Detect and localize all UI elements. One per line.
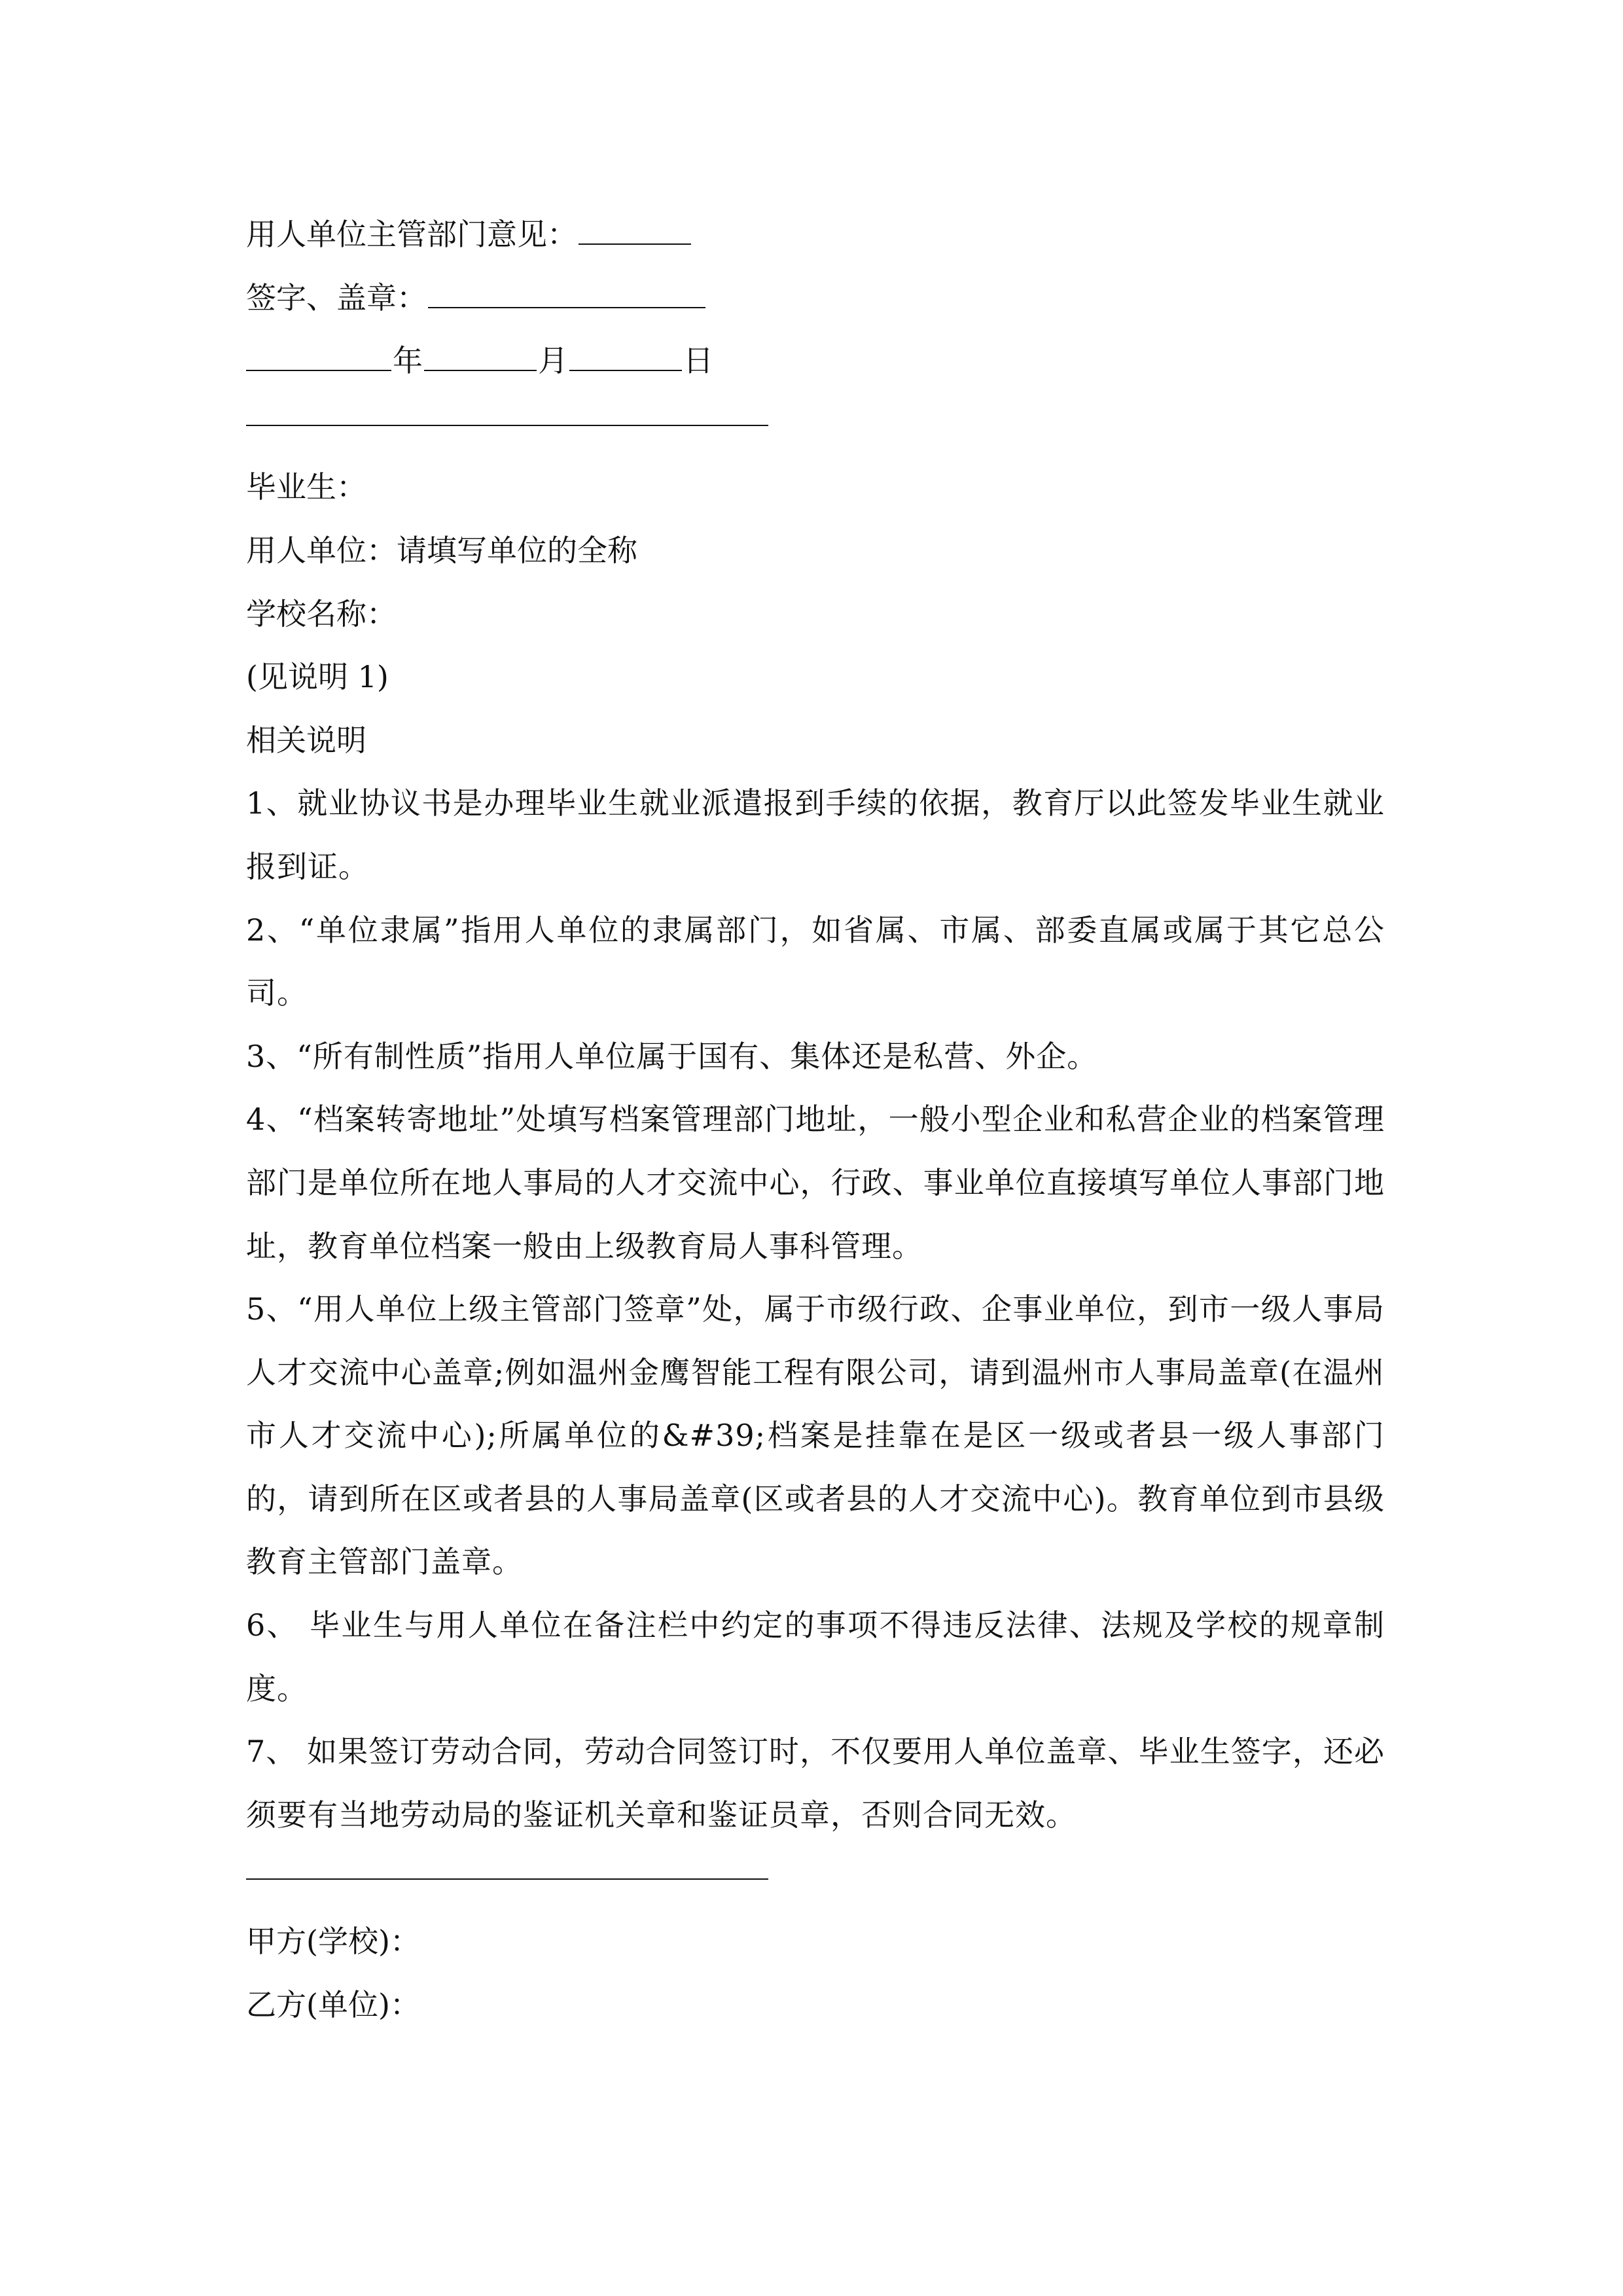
graduate-line: [246, 456, 1385, 519]
day-label: 日: [683, 343, 713, 379]
party-a-line: [246, 1910, 1385, 1973]
note-item-1: 1、就业协议书是办理毕业生就业派遣报到手续的依据，教育厅以此签发毕业生就业报到证。: [246, 785, 1385, 884]
section-separator-1: [246, 393, 1385, 456]
section-separator-2: [246, 1846, 1385, 1910]
year-label: 年: [393, 343, 423, 379]
date-line: [246, 329, 1385, 393]
school-label: 学校名称：: [246, 596, 397, 632]
note-item-2: 2、“单位隶属”指用人单位的隶属部门，如省属、市属、部委直属或属于其它总公司。: [246, 912, 1385, 1011]
employer-line: [246, 519, 1385, 583]
day-blank[interactable]: [569, 341, 682, 371]
graduate-label: 毕业生：: [246, 469, 366, 505]
dept-opinion-blank[interactable]: [579, 215, 691, 245]
see-note: (见说明 1): [246, 659, 389, 695]
note-item-5: 5、“用人单位上级主管部门签章”处，属于市级行政、企事业单位，到市一级人事局人才交流中心盖章;例如温州金鹰智能工程有限公司，请到温州市人事局盖章(在温州市人才交流中心);所属单位的&#39;档案是挂靠在是区一级或者县一级人事部门的，请到所在区或者县的人事局盖章(区或者县的人才交流中心)。教育单位到市县级教育主管部门盖章。: [246, 1291, 1385, 1580]
employer-label: 用人单位：请填写单位的全称: [246, 532, 637, 568]
school-line: [246, 583, 1385, 646]
year-blank[interactable]: [246, 341, 391, 371]
document-page: [246, 203, 1385, 2036]
note-item-3: 3、“所有制性质”指用人单位属于国有、集体还是私营、外企。: [246, 1038, 1098, 1074]
notes-heading: [246, 709, 1385, 772]
month-label: 月: [538, 343, 568, 379]
note-item-7: 7、 如果签订劳动合同，劳动合同签订时，不仅要用人单位盖章、毕业生签字，还必须要有当地劳动局的鉴证机关章和鉴证员章，否则合同无效。: [246, 1734, 1385, 1833]
notes-heading-text: 相关说明: [246, 722, 366, 758]
month-blank[interactable]: [424, 341, 537, 371]
dept-opinion-label: 用人单位主管部门意见：: [246, 217, 577, 252]
note-item-4: 4、“档案转寄地址”处填写档案管理部门地址，一般小型企业和私营企业的档案管理部门是单位所在地人事局的人才交流中心，行政、事业单位直接填写单位人事部门地址，教育单位档案一般由上级教育局人事科管理。: [246, 1102, 1385, 1264]
sign-stamp-label: 签字、盖章：: [246, 279, 427, 315]
party-b-label: 乙方(单位)：: [246, 1986, 420, 2022]
party-a-label: 甲方(学校)：: [246, 1924, 420, 1960]
separator-line: [246, 425, 768, 426]
see-note-line: [246, 645, 1385, 709]
note-item-6: 6、 毕业生与用人单位在备注栏中约定的事项不得违反法律、法规及学校的规章制度。: [246, 1607, 1385, 1706]
separator-line: [246, 1878, 768, 1880]
dept-opinion-line: [246, 203, 1385, 266]
party-b-line: [246, 1973, 1385, 2037]
sign-stamp-blank[interactable]: [428, 278, 705, 308]
sign-stamp-line: [246, 266, 1385, 330]
